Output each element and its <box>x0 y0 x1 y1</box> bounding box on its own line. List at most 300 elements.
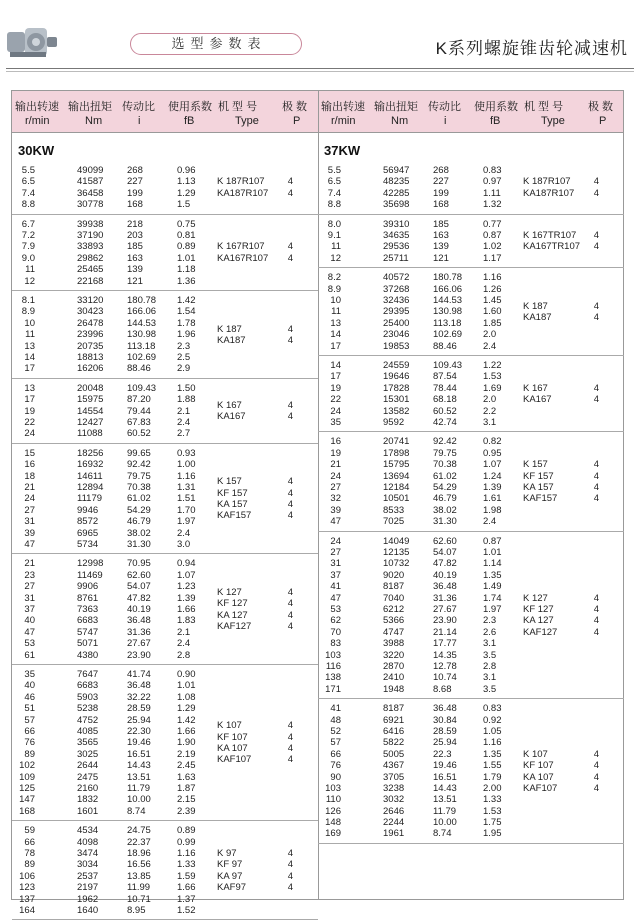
section-tag: 选型参数表 <box>130 33 302 55</box>
cell-value: 6965 <box>77 527 99 539</box>
right-col-types <box>523 176 574 199</box>
cell-value: 36.48 <box>127 615 151 627</box>
cell-value: 31 <box>330 558 341 570</box>
cell-value: 9906 <box>77 581 99 593</box>
column-header-sf: fB <box>490 115 501 127</box>
cell-value: 7.9 <box>21 241 35 253</box>
cell-value: 26478 <box>77 317 104 329</box>
cell-value: 13.51 <box>433 794 457 806</box>
cell-value: KA 107 <box>217 743 248 755</box>
cell-value: 1.74 <box>483 592 502 604</box>
cell-value: 10.74 <box>433 672 457 684</box>
cell-value: 25.94 <box>127 714 151 726</box>
cell-value: 1.5 <box>177 199 191 211</box>
cell-value: 99.65 <box>127 447 151 459</box>
cell-value: 4 <box>593 394 599 406</box>
left-group <box>12 665 318 821</box>
cell-value: 59 <box>24 825 35 837</box>
cell-value: 79.44 <box>127 405 151 417</box>
cell-value: 144.53 <box>433 294 463 306</box>
cell-value: 53 <box>330 603 341 615</box>
column-header-torque: 输出扭矩 <box>374 101 418 113</box>
column-header-types: Type <box>541 115 565 127</box>
cell-value: 1.36 <box>177 275 196 287</box>
right-col-sf <box>483 703 502 840</box>
left-col-speed <box>21 165 35 211</box>
cell-value: 6.7 <box>21 218 35 230</box>
cell-value: 35 <box>24 669 35 680</box>
cell-value: 1.75 <box>483 817 502 829</box>
column-header-poles: 极 数 <box>588 101 614 113</box>
cell-value: 0.96 <box>177 165 196 176</box>
cell-value: 0.94 <box>177 558 196 570</box>
cell-value: 9020 <box>383 569 405 581</box>
cell-value: 1.78 <box>177 317 196 329</box>
cell-value: 4 <box>593 771 599 783</box>
cell-value: KA187R107 <box>217 187 269 199</box>
left-col-sf <box>177 219 196 287</box>
cell-value: 113.18 <box>433 317 462 329</box>
column-header-sf: fB <box>184 115 195 127</box>
cell-value: 27.67 <box>127 638 151 650</box>
cell-value: 1.95 <box>483 828 502 840</box>
cell-value: 0.89 <box>177 825 196 837</box>
cell-value: 17 <box>330 371 341 383</box>
cell-value: 138 <box>325 672 341 684</box>
cell-value: KA 127 <box>523 615 554 627</box>
cell-value: 19646 <box>383 371 410 383</box>
cell-value: 41587 <box>77 176 104 188</box>
cell-value: 1.39 <box>483 481 502 493</box>
cell-value: 8187 <box>383 703 405 715</box>
cell-value: 60.52 <box>433 405 457 417</box>
left-col-sf <box>177 165 196 211</box>
cell-value: 163 <box>127 252 143 264</box>
cell-value: 1.29 <box>177 187 196 199</box>
cell-value: 2870 <box>383 660 405 672</box>
cell-value: 70.38 <box>433 459 457 471</box>
cell-value: 4098 <box>77 836 99 848</box>
right-group <box>318 699 624 844</box>
cell-value: 2.4 <box>177 416 191 428</box>
cell-value: 0.90 <box>177 669 196 680</box>
cell-value: 3238 <box>383 782 405 794</box>
cell-value: 7647 <box>77 669 99 680</box>
left-col-types <box>217 848 246 894</box>
cell-value: 90 <box>330 771 341 783</box>
cell-value: 30778 <box>77 199 104 211</box>
right-col-types <box>523 301 552 324</box>
cell-value: 14 <box>330 329 341 341</box>
cell-value: 1.13 <box>177 176 196 188</box>
cell-value: 20741 <box>383 436 410 448</box>
cell-value: 0.95 <box>483 447 502 459</box>
cell-value: 106 <box>19 870 35 882</box>
left-col-poles <box>287 720 293 766</box>
left-group <box>12 821 318 920</box>
cell-value: 24 <box>24 428 35 440</box>
cell-value: 11.79 <box>127 782 151 794</box>
right-col-sf <box>483 360 502 428</box>
cell-value: 1.60 <box>483 306 502 318</box>
cell-value: 92.42 <box>433 436 457 448</box>
cell-value: 166.06 <box>433 283 463 295</box>
cell-value: 168 <box>433 199 449 211</box>
cell-value: K 127 <box>217 586 242 598</box>
cell-value: 25711 <box>383 252 409 264</box>
cell-value: 2.45 <box>177 760 196 772</box>
cell-value: 8.95 <box>127 904 146 916</box>
cell-value: 10.00 <box>433 817 457 829</box>
left-col-torque <box>77 558 103 661</box>
cell-value: 47 <box>24 626 35 638</box>
cell-value: 42285 <box>383 187 410 199</box>
cell-value: 139 <box>433 241 449 253</box>
cell-value: 12135 <box>383 546 410 558</box>
cell-value: 1948 <box>383 683 405 695</box>
cell-value: 103 <box>325 649 341 661</box>
cell-value: 3474 <box>77 847 99 859</box>
right-col-torque <box>383 219 409 265</box>
right-col-sf <box>483 436 502 527</box>
cell-value: 1.45 <box>483 294 502 306</box>
left-col-torque <box>77 295 103 375</box>
right-col-poles <box>593 748 599 795</box>
right-col-torque <box>383 360 409 428</box>
cell-value: 23046 <box>383 329 410 341</box>
cell-value: 14.35 <box>433 649 457 661</box>
left-col-types <box>217 176 268 199</box>
cell-value: KA187R107 <box>523 187 575 199</box>
page-header <box>0 0 640 68</box>
left-col-poles <box>287 847 293 894</box>
cell-value: 0.87 <box>483 535 502 547</box>
cell-value: K 107 <box>523 748 548 760</box>
cell-value: 171 <box>325 683 341 695</box>
column-header-poles: P <box>293 115 301 127</box>
cell-value: 1.63 <box>177 771 196 783</box>
cell-value: 6416 <box>383 725 405 737</box>
cell-value: 4 <box>593 241 599 253</box>
right-col-speed <box>325 703 341 840</box>
cell-value: 102.69 <box>127 351 157 363</box>
cell-value: 227 <box>127 176 143 188</box>
cell-value: 2.1 <box>177 626 191 638</box>
cell-value: KF 157 <box>217 487 248 499</box>
left-col-speed <box>21 218 35 287</box>
left-col-types <box>217 324 246 347</box>
cell-value: 0.75 <box>177 218 196 230</box>
cell-value: 14.43 <box>127 760 151 772</box>
cell-value: 24 <box>330 535 341 547</box>
cell-value: 3.1 <box>483 638 497 650</box>
cell-value: 3034 <box>77 859 99 871</box>
cell-value: 2537 <box>77 870 99 882</box>
cell-value: KAF157 <box>217 510 252 522</box>
cell-value: 17828 <box>383 382 410 394</box>
right-col-speed <box>327 272 341 352</box>
cell-value: 8572 <box>77 516 99 528</box>
left-col-poles <box>287 241 293 264</box>
cell-value: 268 <box>433 165 449 176</box>
cell-value: 5822 <box>383 737 405 749</box>
cell-value: 18813 <box>77 351 104 363</box>
cell-value: 24.75 <box>127 825 151 837</box>
cell-value: 3.1 <box>483 672 497 684</box>
cell-value: K 187 <box>523 300 548 312</box>
cell-value: 6212 <box>383 603 405 615</box>
cell-value: 47.82 <box>127 592 151 604</box>
cell-value: KA167 <box>523 394 552 406</box>
cell-value: 48235 <box>383 176 410 188</box>
cell-value: 47.82 <box>433 558 457 570</box>
cell-value: 0.82 <box>483 436 502 448</box>
cell-value: 2.6 <box>483 626 497 638</box>
cell-value: 88.46 <box>127 363 151 375</box>
cell-value: 16.51 <box>127 748 151 760</box>
cell-value: 23996 <box>77 329 104 341</box>
cell-value: 41.74 <box>127 669 151 680</box>
cell-value: 4534 <box>77 825 99 837</box>
cell-value: 7.4 <box>21 187 35 199</box>
cell-value: 54.29 <box>433 481 457 493</box>
cell-value: KA167 <box>217 411 246 423</box>
cell-value: 30423 <box>77 306 104 318</box>
cell-value: 4 <box>287 731 293 743</box>
cell-value: 116 <box>325 660 341 672</box>
cell-value: 14.43 <box>433 782 457 794</box>
cell-value: 17 <box>24 363 35 375</box>
cell-value: 4 <box>593 187 599 199</box>
cell-value: 2.00 <box>483 782 502 794</box>
cell-value: 13 <box>24 340 35 352</box>
cell-value: KF 127 <box>523 603 554 615</box>
cell-value: 79.75 <box>433 447 457 459</box>
cell-value: 24 <box>330 470 341 482</box>
cell-value: 199 <box>433 187 449 199</box>
cell-value: 1.08 <box>177 691 196 703</box>
left-col-sf <box>177 669 196 817</box>
cell-value: 4 <box>287 621 293 633</box>
cell-value: KF 157 <box>523 470 554 482</box>
column-header-poles: P <box>599 115 607 127</box>
cell-value: 23.90 <box>127 649 151 661</box>
cell-value: 5238 <box>77 703 99 715</box>
cell-value: 3025 <box>77 748 99 760</box>
cell-value: 21 <box>24 558 35 570</box>
right-col-speed <box>325 535 341 695</box>
cell-value: 14611 <box>77 470 103 482</box>
cell-value: 0.77 <box>483 218 502 230</box>
cell-value: 4380 <box>77 649 99 661</box>
cell-value: 1.17 <box>483 252 502 264</box>
cell-value: 18256 <box>77 447 104 459</box>
cell-value: 36.48 <box>433 703 457 715</box>
cell-value: 70.38 <box>127 481 151 493</box>
cell-value: 10 <box>24 317 35 329</box>
left-col-types <box>217 241 268 264</box>
cell-value: 4 <box>287 847 293 859</box>
cell-value: 18 <box>24 470 35 482</box>
cell-value: 5747 <box>77 626 99 638</box>
cell-value: 39 <box>330 504 341 516</box>
cell-value: 4 <box>593 782 599 794</box>
right-col-speed <box>330 436 341 528</box>
cell-value: K 157 <box>523 459 548 471</box>
cell-value: 39 <box>24 527 35 539</box>
cell-value: 1.22 <box>483 360 502 371</box>
cell-value: 29395 <box>383 306 410 318</box>
cell-value: 17 <box>330 340 341 352</box>
column-header-torque: Nm <box>391 115 409 127</box>
cell-value: 144.53 <box>127 317 157 329</box>
column-header-poles: 极 数 <box>282 101 308 113</box>
cell-value: 130.98 <box>433 306 463 318</box>
cell-value: 4 <box>593 176 599 188</box>
cell-value: KA 157 <box>217 499 248 511</box>
cell-value: 4 <box>593 603 599 615</box>
cell-value: 168 <box>19 805 35 817</box>
column-header-sf: 使用系数 <box>474 101 518 113</box>
cell-value: 1.88 <box>177 394 196 406</box>
cell-value: 8.74 <box>433 828 452 840</box>
cell-value: KF 107 <box>217 731 248 743</box>
cell-value: 3.0 <box>177 538 191 550</box>
cell-value: 62 <box>330 615 341 627</box>
column-header-ratio: 传动比 <box>428 101 461 113</box>
cell-value: 1.07 <box>177 569 196 581</box>
cell-value: 4 <box>287 411 293 423</box>
cell-value: 8.1 <box>21 295 35 306</box>
cell-value: 102.69 <box>433 329 463 341</box>
cell-value: 139 <box>127 264 143 276</box>
cell-value: 4 <box>593 229 599 241</box>
cell-value: 1.42 <box>177 295 196 306</box>
cell-value: 47 <box>330 516 341 528</box>
cell-value: 15975 <box>77 394 104 406</box>
cell-value: 2.0 <box>483 394 497 406</box>
cell-value: 185 <box>127 241 143 253</box>
right-col-sf <box>483 272 502 352</box>
left-group <box>12 554 318 665</box>
cell-value: 31.30 <box>127 538 151 550</box>
cell-value: 1.66 <box>177 603 196 615</box>
cell-value: 17 <box>24 394 35 406</box>
right-col-types <box>523 749 557 795</box>
cell-value: 7363 <box>77 603 99 615</box>
cell-value: 62.60 <box>127 569 151 581</box>
cell-value: 13.85 <box>127 870 151 882</box>
cell-value: 5005 <box>383 748 405 760</box>
cell-value: 12184 <box>383 481 410 493</box>
cell-value: 1.53 <box>483 371 502 383</box>
cell-value: 3565 <box>77 737 99 749</box>
right-group <box>318 532 624 700</box>
cell-value: 1832 <box>77 794 99 806</box>
cell-value: 8761 <box>77 592 99 604</box>
cell-value: 11 <box>25 329 35 341</box>
cell-value: 6683 <box>77 615 99 627</box>
cell-value: 16.56 <box>127 859 151 871</box>
cell-value: 57 <box>330 737 341 749</box>
left-col-types <box>217 587 251 633</box>
cell-value: 19 <box>330 447 341 459</box>
left-col-torque <box>77 825 98 916</box>
cell-value: 1.53 <box>483 805 502 817</box>
cell-value: 11 <box>331 241 341 253</box>
cell-value: 4 <box>593 300 599 312</box>
cell-value: 4 <box>287 241 293 253</box>
cell-value: 21 <box>330 459 341 471</box>
column-header-ratio: i <box>444 115 447 127</box>
left-col-sf <box>177 825 196 916</box>
right-col-types <box>523 383 552 406</box>
cell-value: 41 <box>330 703 341 715</box>
cell-value: 37268 <box>383 283 410 295</box>
cell-value: 61.02 <box>433 470 457 482</box>
left-col-speed <box>24 447 35 551</box>
cell-value: 1.66 <box>177 882 196 894</box>
cell-value: 39310 <box>383 218 410 230</box>
cell-value: 1.87 <box>177 782 196 794</box>
cell-value: 27 <box>330 481 341 493</box>
cell-value: 57 <box>24 714 35 726</box>
cell-value: 8.0 <box>327 218 341 230</box>
cell-value: 1640 <box>77 904 99 916</box>
cell-value: 6683 <box>77 680 99 692</box>
cell-value: 1.54 <box>177 306 196 318</box>
cell-value: 1.01 <box>177 252 196 264</box>
left-col-poles <box>287 476 293 522</box>
cell-value: 2.19 <box>177 748 196 760</box>
cell-value: 1962 <box>77 893 99 905</box>
cell-value: 3.5 <box>483 649 497 661</box>
cell-value: 4 <box>593 382 599 394</box>
cell-value: 2646 <box>383 805 405 817</box>
cell-value: 3988 <box>383 638 405 650</box>
header-divider <box>6 68 634 69</box>
cell-value: 4 <box>287 476 293 488</box>
left-col-speed <box>24 382 35 440</box>
cell-value: 14049 <box>383 535 410 547</box>
cell-value: 24559 <box>383 360 410 371</box>
cell-value: K 187 <box>217 323 242 335</box>
cell-value: 46.79 <box>127 516 151 528</box>
cell-value: 29536 <box>383 241 410 253</box>
cell-value: 147 <box>19 794 35 806</box>
cell-value: 164 <box>19 904 35 916</box>
cell-value: 28.59 <box>433 725 457 737</box>
cell-value: 0.81 <box>177 229 196 241</box>
right-col-ratio <box>433 219 449 265</box>
cell-value: 21 <box>24 481 35 493</box>
left-col-speed <box>24 558 35 661</box>
cell-value: 36458 <box>77 187 104 199</box>
cell-value: 4 <box>593 493 599 505</box>
cell-value: 76 <box>24 737 35 749</box>
cell-value: 4 <box>593 481 599 493</box>
cell-value: KAF127 <box>523 626 558 638</box>
cell-value: 4 <box>287 598 293 610</box>
cell-value: 7.2 <box>21 229 35 241</box>
right-col-torque <box>383 536 409 695</box>
cell-value: 2160 <box>77 782 99 794</box>
cell-value: 33120 <box>77 295 104 306</box>
cell-value: 32436 <box>383 294 410 306</box>
cell-value: 1.97 <box>177 516 196 528</box>
cell-value: 13.51 <box>127 771 151 783</box>
left-power-label: 30KW <box>18 143 55 158</box>
